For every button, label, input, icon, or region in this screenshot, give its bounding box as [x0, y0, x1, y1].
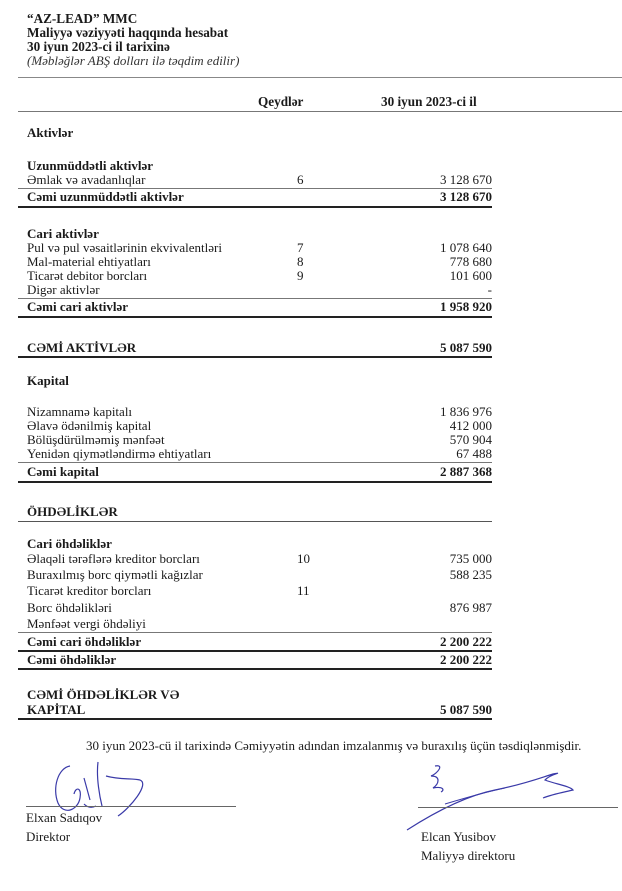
finance-director-signature-icon [405, 762, 585, 832]
total-row-current-assets: Cəmi cari aktivlər 1 958 920 [27, 299, 492, 314]
table-row: Ticarət kreditor borcları 11 [27, 583, 310, 598]
approval-statement: 30 iyun 2023-cü il tarixində Cəmiyyətin adından imzalanmış və buraxılış üçün təsdiqlənmişdir. [86, 738, 582, 753]
total-divider [18, 668, 492, 670]
total-divider [18, 356, 492, 358]
grand-total-label-line1: CƏMİ ÖHDƏLİKLƏR VƏ [27, 687, 180, 702]
total-row-liabilities: Cəmi öhdəliklər 2 200 222 [27, 652, 492, 667]
total-divider [18, 316, 492, 318]
section-heading-liabilities: ÖHDƏLİKLƏR [27, 504, 118, 519]
column-header-period: 30 iyun 2023-ci il [381, 94, 477, 109]
table-row: Nizamnamə kapitalı 1 836 976 [27, 404, 492, 419]
table-row: Mənfəət vergi öhdəliyi [27, 616, 146, 631]
company-name: “AZ-LEAD” MMC [27, 11, 138, 26]
header-divider [18, 77, 622, 78]
signatory-position: Maliyyə direktoru [421, 848, 516, 863]
signatory-name: Elcan Yusibov [421, 829, 496, 844]
signatory-finance-director [421, 827, 515, 865]
signatory-name: Elxan Sadıqov [26, 810, 103, 825]
total-row-total-assets: CƏMİ AKTİVLƏR 5 087 590 [27, 340, 492, 355]
signature-line [26, 806, 236, 807]
section-divider [18, 521, 492, 522]
table-row: Yenidən qiymətləndirmə ehtiyatları 67 488 [27, 446, 492, 461]
table-row: Digər aktivlər - [27, 282, 492, 297]
section-heading-equity: Kapital [27, 373, 69, 388]
total-row-equity: Cəmi kapital 2 887 368 [27, 464, 492, 479]
total-row-current-liabilities: Cəmi cari öhdəliklər 2 200 222 [27, 634, 492, 649]
total-divider [18, 481, 492, 483]
row-divider [18, 632, 492, 633]
subsection-heading-current-assets: Cari aktivlər [27, 226, 99, 241]
report-date: 30 iyun 2023-ci il tarixinə [27, 39, 170, 54]
signatory-director [26, 808, 102, 846]
table-row: Bölüşdürülməmiş mənfəət 570 904 [27, 432, 492, 447]
column-header-divider [18, 111, 622, 112]
total-divider [18, 206, 492, 208]
subsection-heading-current-liabilities: Cari öhdəliklər [27, 536, 112, 551]
table-row: Əlavə ödənilmiş kapital 412 000 [27, 418, 492, 433]
signatory-position: Direktor [26, 829, 71, 844]
total-row-liabilities-and-equity: KAPİTAL 5 087 590 [27, 702, 492, 717]
row-divider [18, 462, 492, 463]
currency-note: (Məbləğlər ABŞ dolları ilə təqdim edilir) [27, 53, 240, 68]
total-divider [18, 718, 492, 720]
report-header [27, 12, 239, 68]
column-header-notes: Qeydlər [258, 94, 304, 109]
subsection-heading-non-current-assets: Uzunmüddətli aktivlər [27, 158, 154, 173]
table-row: Mal-material ehtiyatları 8 778 680 [27, 254, 492, 269]
total-row-non-current-assets: Cəmi uzunmüddətli aktivlər 3 128 670 [27, 189, 492, 204]
signature-line [418, 807, 618, 808]
report-title: Maliyyə vəziyyəti haqqında hesabat [27, 25, 229, 40]
table-row: Pul və pul vəsaitlərinin ekvivalentləri 7 1 078 640 [27, 240, 492, 255]
table-row: Əmlak və avadanlıqlar 6 3 128 670 [27, 172, 492, 187]
section-heading-assets: Aktivlər [27, 125, 74, 140]
table-row: Ticarət debitor borcları 9 101 600 [27, 268, 492, 283]
table-row: Buraxılmış borc qiymətli kağızlar 588 235 [27, 567, 492, 582]
table-row: Əlaqəli tərəflərə kreditor borcları 10 735 000 [27, 551, 492, 566]
table-row: Borc öhdəlikləri 876 987 [27, 600, 492, 615]
